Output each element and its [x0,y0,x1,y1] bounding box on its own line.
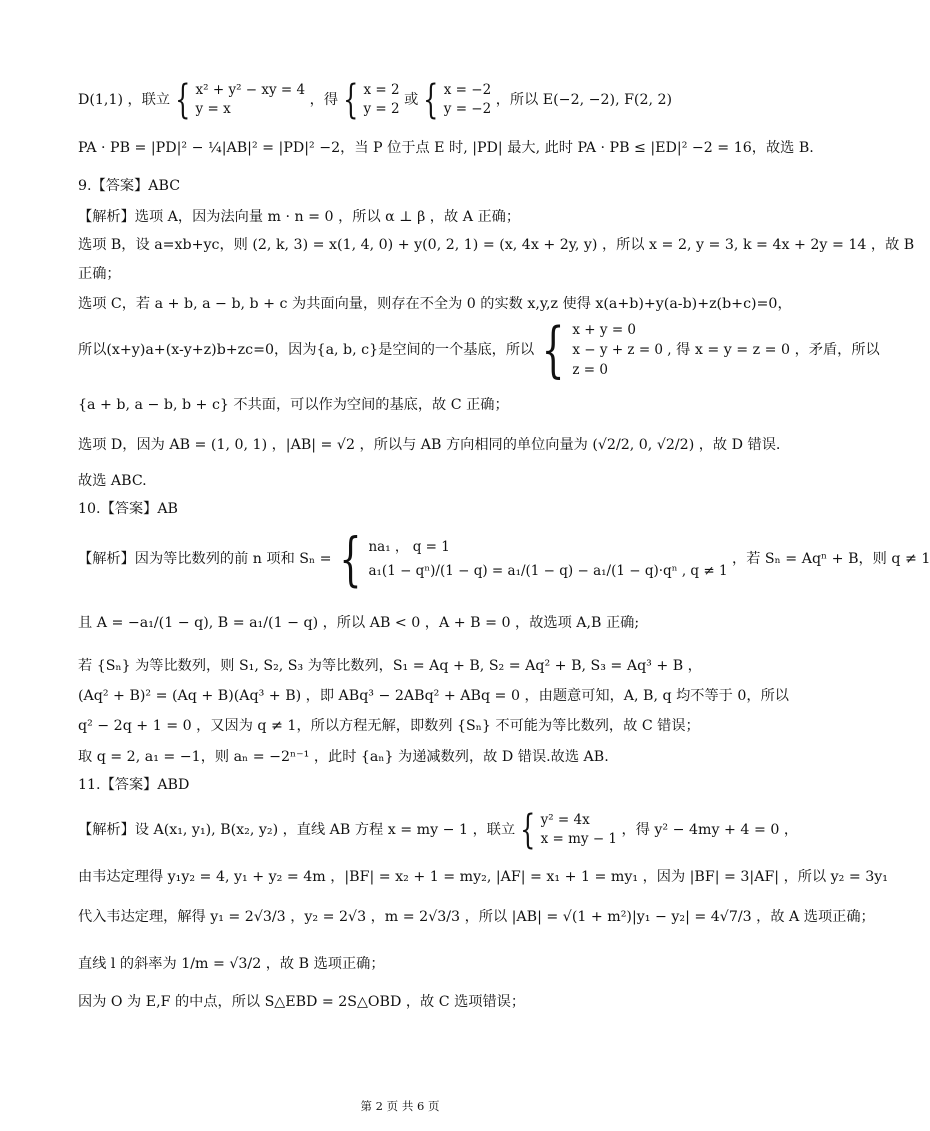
answer-9-conclusion: 故选 ABC. [78,473,147,489]
answer-11-option-c: 因为 O 为 E,F 的中点，所以 S△EBD = 2S△OBD ，故 C 选项错误； [78,994,526,1010]
answer-11-explanation-line3: 代入韦达定理，解得 y₁ = 2√3/3 ，y₂ = 2√3 ，m = 2√3/3 ，所以 |AB| = √(1 + m²)|y₁ − y₂| = 4√7/3 ，故 A 选项正确； [78,909,875,925]
equation-system-6: y² = 4x x = my − 1 [540,812,618,847]
answer-10-explanation-line1: 【解析】因为等比数列的前 n 项和 Sₙ = { na₁ ， q = 1 a₁(1 − qⁿ)/(1 − q) = a₁/(1 − q) − a₁/(1 − q)·qⁿ , q ≠ 1 ，若 Sₙ = Aqⁿ + B，则 q ≠ 1 [78,525,930,593]
answer-9-option-c-line2: 所以(x+y)a+(x-y+z)b+zc=0，因为{a, b, c}是空间的一个基底，所以 { x + y = 0 x − y + z = 0 , z = 0 得 x = y = z = 0 ，矛盾，所以 [78,315,880,385]
answer-11-explanation-line2: 由韦达定理得 y₁y₂ = 4, y₁ + y₂ = 4m ，|BF| = x₂ + 1 = my₂, |AF| = x₁ + 1 = my₁ ，因为 |BF| = 3|AF| ，所以 y₂ = 3y₁ [78,869,888,885]
answer-11-title: 11.【答案】ABD [78,777,190,793]
answer-10-option-c-line1: 若 {Sₙ} 为等比数列，则 S₁, S₂, S₃ 为等比数列，S₁ = Aq + B, S₂ = Aq² + B, S₃ = Aq³ + B ， [78,658,702,674]
answer-9-option-c-line1: 选项 C，若 a + b, a − b, b + c 为共面向量，则存在不全为 0 的实数 x,y,z 使得 x(a+b)+y(a-b)+z(b+c)=0， [78,296,792,312]
answer-11-option-b: 直线 l 的斜率为 1/m = √3/2 ，故 B 选项正确； [78,956,385,972]
equation-system-2: x = 2 y = 2 [363,82,400,117]
answer-10-title: 10.【答案】AB [78,501,178,517]
answer-11-explanation-line1: 【解析】设 A(x₁, y₁), B(x₂, y₂) ，直线 AB 方程 x = my − 1 ，联立 { y² = 4x x = my − 1 ，得 y² − 4my + 4 = 0 ， [78,807,799,853]
equation-system-5: na₁ ， q = 1 a₁(1 − qⁿ)/(1 − q) = a₁/(1 − q) − a₁/(1 − q)·qⁿ , q ≠ 1 [368,539,728,579]
answer-9-option-c-line3: {a + b, a − b, b + c} 不共面，可以作为空间的基底，故 C 正确； [78,397,509,413]
answer-9-option-b-line2: 正确； [78,266,121,282]
solution-line-2: PA · PB = |PD|² − ¼|AB|² = |PD|² −2，当 P 位于点 E 时, |PD| 最大, 此时 PA · PB ≤ |ED|² −2 = 16，故选 B. [78,140,814,156]
equation-system-4: x + y = 0 x − y + z = 0 , z = 0 [572,322,672,378]
answer-10-option-c-line2: (Aq² + B)² = (Aq + B)(Aq³ + B) ，即 ABq³ − 2ABq² + ABq = 0 ，由题意可知，A, B, q 均不等于 0，所以 [78,688,789,704]
page-footer: 第 2 页 共 6 页 [360,1099,440,1113]
solution-line-1: D(1,1) ，联立 { x² + y² − xy = 4 y = x ，得 { x = 2 y = 2 或 { x = −2 y = −2 ，所以 E(−2, −2), F(2, 2) [78,77,673,123]
answer-10-explanation-line2: 且 A = −a₁/(1 − q), B = a₁/(1 − q) ，所以 AB < 0 ，A + B = 0 ，故选项 A,B 正确; [78,615,640,631]
answer-9-option-b-line1: 选项 B，设 a=xb+yc，则 (2, k, 3) = x(1, 4, 0) + y(0, 2, 1) = (x, 4x + 2y, y) ，所以 x = 2, y = 3, k = 4x + 2y = 14 ，故 B [78,237,915,253]
answer-10-option-c-line3: q² − 2q + 1 = 0 ，又因为 q ≠ 1，所以方程无解，即数列 {Sₙ} 不可能为等比数列，故 C 错误； [78,718,700,734]
equation-system-1: x² + y² − xy = 4 y = x [195,82,306,117]
answer-9-option-d: 选项 D，因为 AB = (1, 0, 1) ，|AB| = √2 ，所以与 AB 方向相同的单位向量为 (√2/2, 0, √2/2) ，故 D 错误. [78,437,781,453]
answer-10-option-d: 取 q = 2, a₁ = −1，则 aₙ = −2ⁿ⁻¹ ，此时 {aₙ} 为递减数列，故 D 错误.故选 AB. [78,749,609,765]
answer-9-title: 9.【答案】ABC [78,178,181,194]
answer-9-option-a: 【解析】选项 A，因为法向量 m · n = 0 ，所以 α ⊥ β ，故 A 正确； [78,209,521,225]
equation-system-3: x = −2 y = −2 [443,82,492,117]
